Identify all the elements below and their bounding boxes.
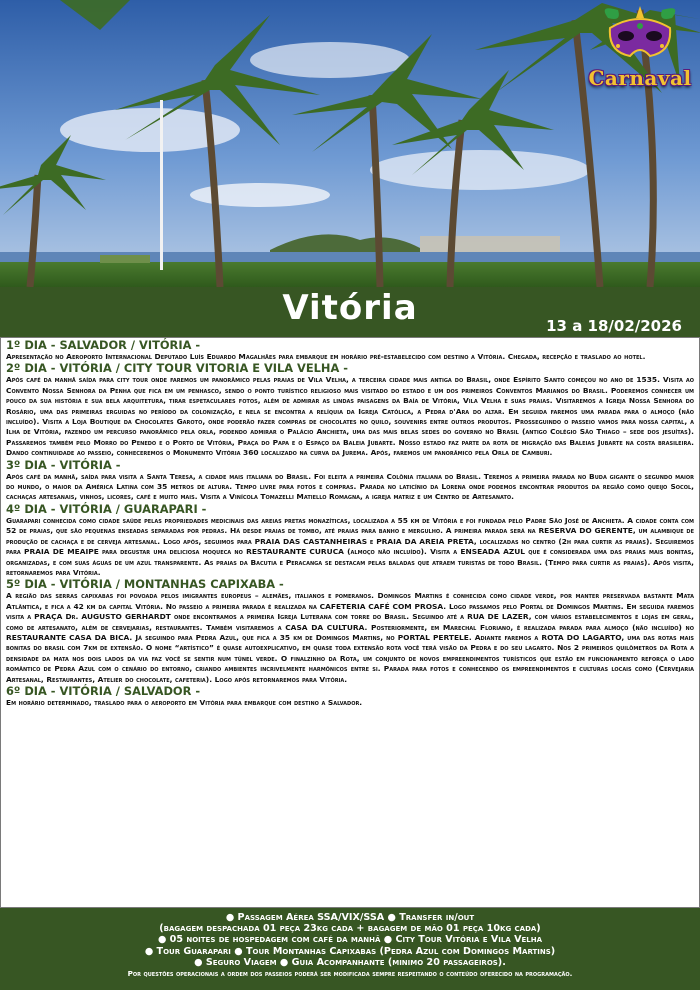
- day-title: 4º DIA - VITÓRIA / GUARAPARI -: [6, 501, 207, 516]
- carnival-mask-icon: [588, 4, 692, 74]
- day-title: 1º DIA - SALVADOR / VITÓRIA -: [6, 338, 201, 352]
- day-title: 3º DIA - VITÓRIA -: [6, 457, 121, 472]
- includes-line: ● Seguro Viagem ● Guia Acompanhante (minimo 20 passageiros).: [194, 956, 506, 968]
- day-description: Em horário determinado, traslado para o aeroporto em Vitória para embarque com destino a Salvador.: [6, 697, 363, 707]
- includes-line: ● 05 noites de hospedagem com café da manhã ● City Tour Vitória e Vila Velha: [157, 934, 543, 946]
- day-block: [6, 339, 694, 362]
- day-description: Após café da manhã saída para city tour onde faremos um panorâmico pelas praias de Vila Velha, a terceira cidade mais antiga do Brasil, onde Espírito Santo começou no ano de 1535. Visita ao Convento Nossa Senhora da Penha que fica em um penhasco, sendo o ponto turístico religioso mais visitado do estado e um dos primeiros Conventos Marianos do Brasil. Poderemos conhecer um pouco da sua história e sua bela arquitetura, tirar espetaculares fotos, além de admirar as lindas paisagens da Baía de Vitória, Vila Velha e suas praias. Visitaremos a Igreja Nossa Senhora do Rosário, uma das primeiras erguidas no período da colonização, e nela se encontra a relíquia da Igreja Católica, a Pedra d'Ara do altar. Em seguida faremos uma parada para o almoço (não incluído). Visita a Loja Boutique da Chocolates Garoto, onde poderão fazer compras de chocolates no quilo, souvenirs entre outros produtos. Prosseguindo o passeio vamos para nossa capital, a Ilha de Vitória, fazendo um percurso panorâmico pela orla, podendo admirar o Palácio Anchieta, uma das mais belas sedes do governo no Brasil (antigo Colégio São Thiago – sede dos jesuítas). Passaremos também pelo Morro do Penedo e o Porto de Vitória, Praça do Papa e o Espaço da Baleia Jubarte. Nosso estado faz parte da rota de migração das Baleias Jubarte na costa brasileira. Dando continuidade ao passeio, conheceremos o Monumento Vitória 360 localizado na curva da Jurema. Após, faremos um panorâmico pela Orla de Camburi.: [6, 375, 694, 458]
- day-block: [6, 578, 694, 685]
- carnival-badge: [588, 4, 692, 108]
- includes-line: ● Passagem Aérea SSA/VIX/SSA ● Transfer in/out: [225, 912, 475, 923]
- day-block: [6, 503, 694, 578]
- trip-dates: 13 a 18/02/2026: [540, 317, 688, 335]
- day-description: Apresentação no Aeroporto Internacional Deputado Luís Eduardo Magalhães para embarque em horário pré-estabelecido com destino a Vitória. Chegada, recepção e traslado ao hotel.: [6, 352, 646, 361]
- page-title: Vitória: [282, 288, 418, 328]
- day-title: 5º DIA - VITÓRIA / MONTANHAS CAPIXABA -: [6, 577, 284, 592]
- day-block: [6, 685, 694, 708]
- day-block: [6, 362, 694, 458]
- carnival-label: Carnaval: [588, 66, 692, 90]
- footer-note: Por questões operacionais a ordem dos passeios poderá ser modificada sempre respeitando o conteúdo oferecido na programação.: [127, 969, 573, 979]
- day-description: Após café da manhã, saída para visita a Santa Teresa, a cidade mais italiana do Brasil. Foi eleita a primeira Colônia italiana do Brasil. Teremos a primeira parada no Buda gigante o segundo maior do mundo, o maior da América Latina com 35 metros de altura. Tempo livre para fotos e compras. Parada no laticínio da Lorena onde podemos encontrar produtos da região como queijo Socol, cachaças artesanais, vinhos, licores, café e muito mais. Visita a Vinícola Tomazelli Matiello Romagna, a igreja matriz e um Centro de Artesanato.: [6, 471, 694, 502]
- includes-line: ● Tour Guarapari ● Tour Montanhas Capixabas (Pedra Azul com Domingos Martins): [144, 945, 556, 957]
- package-includes: [0, 908, 700, 990]
- day-description: Guarapari conhecida como cidade saúde pelas propriedades medicinais das areias pretas monazíticas, localizada a 55 km de Vitória e foi fundada pelo Padre São José de Anchieta. A cidade conta com 52 de praias, que são pequenas enseadas separadas por pedras. Há desde praias de tombo, até praias para banho e mergulho. A primeira parada será na RESERVA DO GERENTE, um alambique de produção de cachaça e de cerveja artesanal. Logo após, seguimos para PRAIA DAS CASTANHEIRAS e PRAIA DA AREIA PRETA, localizadas no centro (2h para curtir as praias). Seguiremos para PRAIA DE MEAIPE para degustar uma deliciosa moqueca no RESTAURANTE CURUCA (almoço não incluído). Visita a ENSEADA AZUL que é considerada uma das praias mais bonitas, organizadas, e com suas águas de um azul transparente. As praias da Bacutia e Peracanga se destacam pelas baladas que atraem turistas de todo Brasil. (Tempo para curtir as praias). Após visita, retornaremos para Vitória.: [6, 515, 694, 577]
- itinerary: [0, 337, 700, 908]
- hero-photo: [0, 0, 700, 287]
- day-block: [6, 459, 694, 503]
- day-description: A região das serras capixabas foi povoada pelos imigrantes europeus – alemães, italianos e pomeranos. Domingos Martins é conhecida como cidade verde, por manter preservada bastante Mata Atlântica, e fica a 42 km da capital Vitória. No passeio a primeira parada é realizada na CAFETERIA CAFÉ COM PROSA. Logo passamos pelo Portal de Domingos Martins. Em seguida faremos visita a PRAÇA Dr. AUGUSTO GERHARDT onde encontramos a primeira Igreja Luterana com torre do Brasil. Seguindo até a RUA DE LAZER, com vários estabelecimentos e lojas em geral, como de artesanato, além de cervejarias, restaurantes. Também visitaremos a CASA DA CULTURA. Posteriormente, em Marechal Floriano, é realizada parada para almoço (não incluído) no RESTAURANTE CASA DA BICA. Já seguindo para Pedra Azul, que fica a 35 km de Domingos Martins, no PORTAL PERTELE. Adiante faremos a ROTA DO LAGARTO, uma das rotas mais bonitas do brasil com 7km de extensão. O nome “artístico” é quase autoexplicativo, em quase toda extensão rota você terá visão da Pedra e do seu lagarto. Nos 2 primeiros quilômetros da Rota a densidade da mata nos dois lados da via faz você se sentir num túnel verde. O finalzinho da Rota, um conjunto de novos empreendimentos turísticos que estão em funcionamento reforça o lado romântico de Pedra Azul com o cenário do entorno, criando ambientes incrivelmente harmônicos entre si. Parada para fotos e conhecendo os empreendimentos e culturas locais como (Cervejaria Artesanal, Restaurantes, Atelier do chocolate, cafeteria). Logo após retornaremos para Vitória.: [6, 591, 694, 684]
- day-title: 2º DIA - VITÓRIA / CITY TOUR VITORIA E VILA VELHA -: [6, 361, 348, 376]
- day-title: 6º DIA - VITÓRIA / SALVADOR -: [6, 683, 201, 698]
- includes-line: (bagagem despachada 01 peça 23kg cada + bagagem de mão 01 peça 10kg cada): [159, 923, 541, 935]
